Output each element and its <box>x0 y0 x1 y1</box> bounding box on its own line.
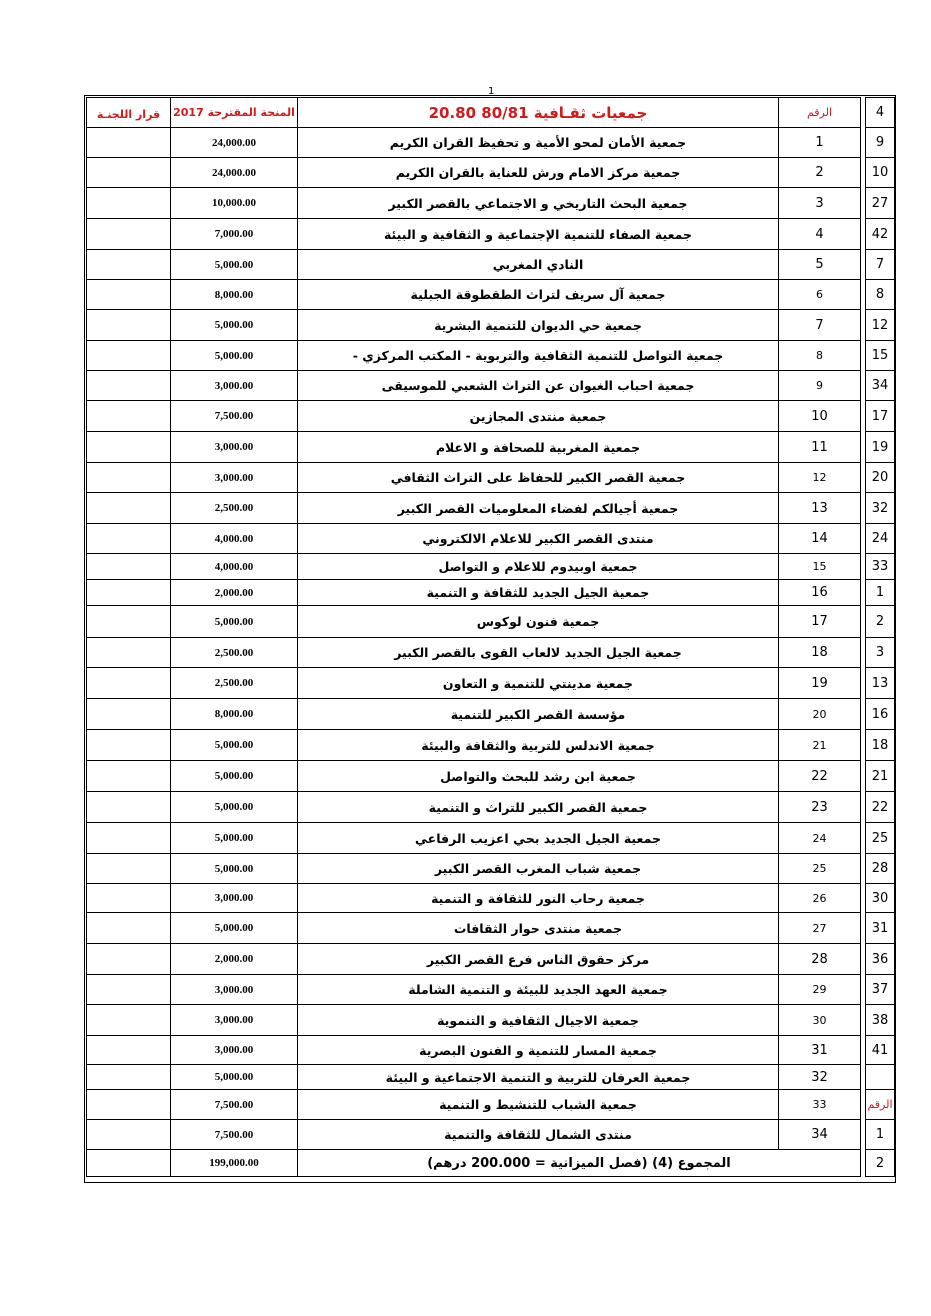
grant-amount: 2,500.00 <box>171 493 298 524</box>
row-number: 23 <box>779 792 861 823</box>
committee-decision-cell <box>87 823 171 854</box>
association-name: جمعية المسار للتنمية و الفنون البصرية <box>298 1036 779 1065</box>
association-name: جمعية الجيل الجديد للثقافة و التنمية <box>298 580 779 606</box>
table-row <box>87 854 895 884</box>
association-name: جمعية أجيالكم لفضاء المعلوميات القصر الكبير <box>298 493 779 524</box>
row-index: 17 <box>866 401 895 432</box>
grant-amount: 5,000.00 <box>171 792 298 823</box>
row-number: 2 <box>779 158 861 188</box>
row-index: 15 <box>866 341 895 371</box>
row-number: 31 <box>779 1036 861 1065</box>
table-row <box>87 975 895 1005</box>
committee-decision-cell <box>87 699 171 730</box>
table-row <box>87 1036 895 1065</box>
table-row <box>87 341 895 371</box>
row-index: 41 <box>866 1036 895 1065</box>
association-name: منتدى الشمال للثقافة والتنمية <box>298 1120 779 1150</box>
row-number: 15 <box>779 554 861 580</box>
grant-amount: 3,000.00 <box>171 1036 298 1065</box>
association-name: جمعية الاندلس للتربية والثقافة والبيئة <box>298 730 779 761</box>
row-index: 34 <box>866 371 895 401</box>
grant-amount: 3,000.00 <box>171 371 298 401</box>
association-name: جمعية الصفاء للتنمية الإجتماعية و الثقافية و البيئة <box>298 219 779 250</box>
total-row <box>87 1150 895 1177</box>
row-index: 31 <box>866 913 895 944</box>
row-index: 36 <box>866 944 895 975</box>
table-row <box>87 944 895 975</box>
row-index: 2 <box>866 606 895 638</box>
grant-amount: 2,000.00 <box>171 580 298 606</box>
row-number: 9 <box>779 371 861 401</box>
table-row <box>87 188 895 219</box>
committee-decision-cell <box>87 761 171 792</box>
row-index: 7 <box>866 250 895 280</box>
association-name: جمعية منتدى المجازين <box>298 401 779 432</box>
row-index: الرقم <box>866 1090 895 1120</box>
association-name: جمعية الجيل الجديد لالعاب القوى بالقصر الكبير <box>298 638 779 668</box>
grant-amount: 4,000.00 <box>171 554 298 580</box>
association-name: جمعية مدينتي للتنمية و التعاون <box>298 668 779 699</box>
committee-decision-cell <box>87 524 171 554</box>
committee-decision-cell <box>87 280 171 310</box>
row-index: 28 <box>866 854 895 884</box>
page-mark: 1 <box>488 86 495 97</box>
row-index: 21 <box>866 761 895 792</box>
row-number: 30 <box>779 1005 861 1036</box>
committee-decision-cell <box>87 1036 171 1065</box>
header-index: 4 <box>866 98 895 128</box>
committee-decision-cell <box>87 250 171 280</box>
row-number: 21 <box>779 730 861 761</box>
association-name: جمعية المغربية للصحافة و الاعلام <box>298 432 779 463</box>
association-name: مركز حقوق الناس فرع القصر الكبير <box>298 944 779 975</box>
committee-decision-cell <box>87 913 171 944</box>
grant-amount: 5,000.00 <box>171 913 298 944</box>
table-row <box>87 823 895 854</box>
row-index: 18 <box>866 730 895 761</box>
row-index: 1 <box>866 1120 895 1150</box>
row-number: 20 <box>779 699 861 730</box>
grant-amount: 24,000.00 <box>171 128 298 158</box>
row-number: 5 <box>779 250 861 280</box>
table-row <box>87 730 895 761</box>
committee-decision-cell <box>87 606 171 638</box>
header-committee-decision: قرار اللجنـة <box>96 108 161 121</box>
row-index: 24 <box>866 524 895 554</box>
row-number: 10 <box>779 401 861 432</box>
row-number: 11 <box>779 432 861 463</box>
association-name: جمعية العرفان للتربية و التنمية الاجتماعية و البيئة <box>298 1065 779 1090</box>
grant-amount: 2,000.00 <box>171 944 298 975</box>
row-index: 13 <box>866 668 895 699</box>
row-number: 19 <box>779 668 861 699</box>
association-name: النادي المغربي <box>298 250 779 280</box>
table-row <box>87 580 895 606</box>
header-number: الرقم <box>806 106 833 119</box>
row-number: 4 <box>779 219 861 250</box>
grant-amount: 5,000.00 <box>171 730 298 761</box>
grant-amount: 7,000.00 <box>171 219 298 250</box>
committee-decision-cell <box>87 554 171 580</box>
grant-amount: 3,000.00 <box>171 975 298 1005</box>
page-title: جمعيات ثقـافية 80/81 20.80 <box>428 103 648 122</box>
row-number: 13 <box>779 493 861 524</box>
row-number: 32 <box>779 1065 861 1090</box>
row-number: 29 <box>779 975 861 1005</box>
total-index: 2 <box>866 1150 895 1177</box>
grant-amount: 3,000.00 <box>171 432 298 463</box>
grant-amount: 24,000.00 <box>171 158 298 188</box>
grant-amount: 5,000.00 <box>171 606 298 638</box>
grant-amount: 8,000.00 <box>171 280 298 310</box>
table-row <box>87 699 895 730</box>
table-row <box>87 761 895 792</box>
table-row <box>87 432 895 463</box>
committee-decision-cell <box>87 310 171 341</box>
table-row <box>87 606 895 638</box>
association-name: جمعية القصر الكبير للتراث و التنمية <box>298 792 779 823</box>
association-name: جمعية منتدى حوار الثقافات <box>298 913 779 944</box>
committee-decision-cell <box>87 730 171 761</box>
committee-decision-cell <box>87 219 171 250</box>
row-index: 37 <box>866 975 895 1005</box>
table-row <box>87 1120 895 1150</box>
association-name: جمعية ابن رشد للبحث والتواصل <box>298 761 779 792</box>
row-number: 34 <box>779 1120 861 1150</box>
total-label: المجموع (4) (فصل الميزانية = 200.000 درهم) <box>298 1150 861 1177</box>
committee-decision-cell <box>87 493 171 524</box>
association-name: جمعية احباب الغيوان عن التراث الشعبي للموسيقى <box>298 371 779 401</box>
row-index: 33 <box>866 554 895 580</box>
association-name: جمعية آل سريف لتراث الطقطوقة الجبلية <box>298 280 779 310</box>
committee-decision-cell <box>87 668 171 699</box>
committee-decision-cell <box>87 1065 171 1090</box>
association-name: منتدى القصر الكبير للاعلام الالكتروني <box>298 524 779 554</box>
committee-decision-cell <box>87 944 171 975</box>
table-row <box>87 1090 895 1120</box>
grant-amount: 5,000.00 <box>171 310 298 341</box>
table-row <box>87 310 895 341</box>
table-row <box>87 371 895 401</box>
table-row <box>87 913 895 944</box>
grant-amount: 3,000.00 <box>171 463 298 493</box>
table-row <box>87 250 895 280</box>
grant-amount: 5,000.00 <box>171 761 298 792</box>
grant-amount: 5,000.00 <box>171 854 298 884</box>
association-name: جمعية التواصل للتنمية الثقافية والتربوية - المكتب المركزي - <box>298 341 779 371</box>
row-index: 19 <box>866 432 895 463</box>
grant-amount: 2,500.00 <box>171 638 298 668</box>
association-name: جمعية رحاب النور للثقافة و التنمية <box>298 884 779 913</box>
association-name: جمعية الاجيال الثقافية و التنموية <box>298 1005 779 1036</box>
row-index: 9 <box>866 128 895 158</box>
committee-decision-cell <box>87 188 171 219</box>
table-row <box>87 524 895 554</box>
grant-amount: 5,000.00 <box>171 341 298 371</box>
row-number: 7 <box>779 310 861 341</box>
row-index <box>866 1065 895 1090</box>
row-index: 22 <box>866 792 895 823</box>
row-number: 26 <box>779 884 861 913</box>
grant-amount: 7,500.00 <box>171 1120 298 1150</box>
row-number: 18 <box>779 638 861 668</box>
association-name: جمعية حي الديوان للتنمية البشرية <box>298 310 779 341</box>
committee-decision-cell <box>87 1120 171 1150</box>
association-name: جمعية القصر الكبير للحفاظ على التراث الثقافي <box>298 463 779 493</box>
row-number: 33 <box>779 1090 861 1120</box>
committee-decision-cell <box>87 580 171 606</box>
row-number: 25 <box>779 854 861 884</box>
row-index: 8 <box>866 280 895 310</box>
row-number: 22 <box>779 761 861 792</box>
total-amount: 199,000.00 <box>171 1150 298 1177</box>
row-number: 8 <box>779 341 861 371</box>
committee-decision-cell <box>87 371 171 401</box>
grant-amount: 10,000.00 <box>171 188 298 219</box>
row-index: 16 <box>866 699 895 730</box>
table-row <box>87 792 895 823</box>
table-row <box>87 280 895 310</box>
committee-decision-cell <box>87 341 171 371</box>
table-row <box>87 401 895 432</box>
association-name: جمعية العهد الجديد للبيئة و التنمية الشاملة <box>298 975 779 1005</box>
table-row <box>87 884 895 913</box>
row-index: 32 <box>866 493 895 524</box>
row-number: 12 <box>779 463 861 493</box>
table-row <box>87 554 895 580</box>
table-row <box>87 128 895 158</box>
association-name: جمعية الجيل الجديد بحي اعزيب الرفاعي <box>298 823 779 854</box>
table-row <box>87 493 895 524</box>
row-index: 12 <box>866 310 895 341</box>
row-index: 25 <box>866 823 895 854</box>
committee-decision-cell <box>87 128 171 158</box>
table-row <box>87 463 895 493</box>
grant-amount: 7,500.00 <box>171 1090 298 1120</box>
committee-decision-cell <box>87 1090 171 1120</box>
grant-amount: 2,500.00 <box>171 668 298 699</box>
association-name: مؤسسة القصر الكبير للتنمية <box>298 699 779 730</box>
table-row <box>87 638 895 668</box>
row-number: 28 <box>779 944 861 975</box>
row-number: 14 <box>779 524 861 554</box>
row-index: 3 <box>866 638 895 668</box>
committee-decision-cell <box>87 975 171 1005</box>
association-name: جمعية شباب المغرب القصر الكبير <box>298 854 779 884</box>
committee-decision-cell <box>87 854 171 884</box>
committee-decision-cell <box>87 463 171 493</box>
row-index: 30 <box>866 884 895 913</box>
grant-amount: 4,000.00 <box>171 524 298 554</box>
row-index: 10 <box>866 158 895 188</box>
table-row <box>87 1005 895 1036</box>
association-name: جمعية الشباب للتنشيط و التنمية <box>298 1090 779 1120</box>
row-number: 1 <box>779 128 861 158</box>
row-number: 16 <box>779 580 861 606</box>
grant-amount: 5,000.00 <box>171 250 298 280</box>
committee-decision-cell <box>87 158 171 188</box>
table-row <box>87 219 895 250</box>
row-index: 1 <box>866 580 895 606</box>
committee-decision-cell <box>87 638 171 668</box>
row-number: 6 <box>779 280 861 310</box>
grants-table <box>86 97 895 1177</box>
row-number: 27 <box>779 913 861 944</box>
grant-amount: 8,000.00 <box>171 699 298 730</box>
association-name: جمعية اوبيدوم للاعلام و التواصل <box>298 554 779 580</box>
header-proposed-grant: المنحة المقترحة 2017 <box>173 106 295 119</box>
grant-amount: 5,000.00 <box>171 1065 298 1090</box>
row-index: 27 <box>866 188 895 219</box>
table-row <box>87 1065 895 1090</box>
row-number: 17 <box>779 606 861 638</box>
committee-decision-cell <box>87 1005 171 1036</box>
table-row <box>87 158 895 188</box>
row-number: 3 <box>779 188 861 219</box>
row-number: 24 <box>779 823 861 854</box>
row-index: 42 <box>866 219 895 250</box>
committee-decision-cell <box>87 432 171 463</box>
table-row <box>87 668 895 699</box>
association-name: جمعية البحث التاريخي و الاجتماعي بالقصر الكبير <box>298 188 779 219</box>
association-name: جمعية مركز الامام ورش للعناية بالقران الكريم <box>298 158 779 188</box>
grant-amount: 5,000.00 <box>171 823 298 854</box>
committee-decision-cell <box>87 884 171 913</box>
committee-decision-cell <box>87 792 171 823</box>
header-row <box>87 98 895 128</box>
row-index: 38 <box>866 1005 895 1036</box>
committee-decision-cell <box>87 401 171 432</box>
row-index: 20 <box>866 463 895 493</box>
grant-amount: 7,500.00 <box>171 401 298 432</box>
association-name: جمعية فنون لوكوس <box>298 606 779 638</box>
grant-amount: 3,000.00 <box>171 884 298 913</box>
association-name: جمعية الأمان لمحو الأمية و تحفيظ القران الكريم <box>298 128 779 158</box>
grant-amount: 3,000.00 <box>171 1005 298 1036</box>
